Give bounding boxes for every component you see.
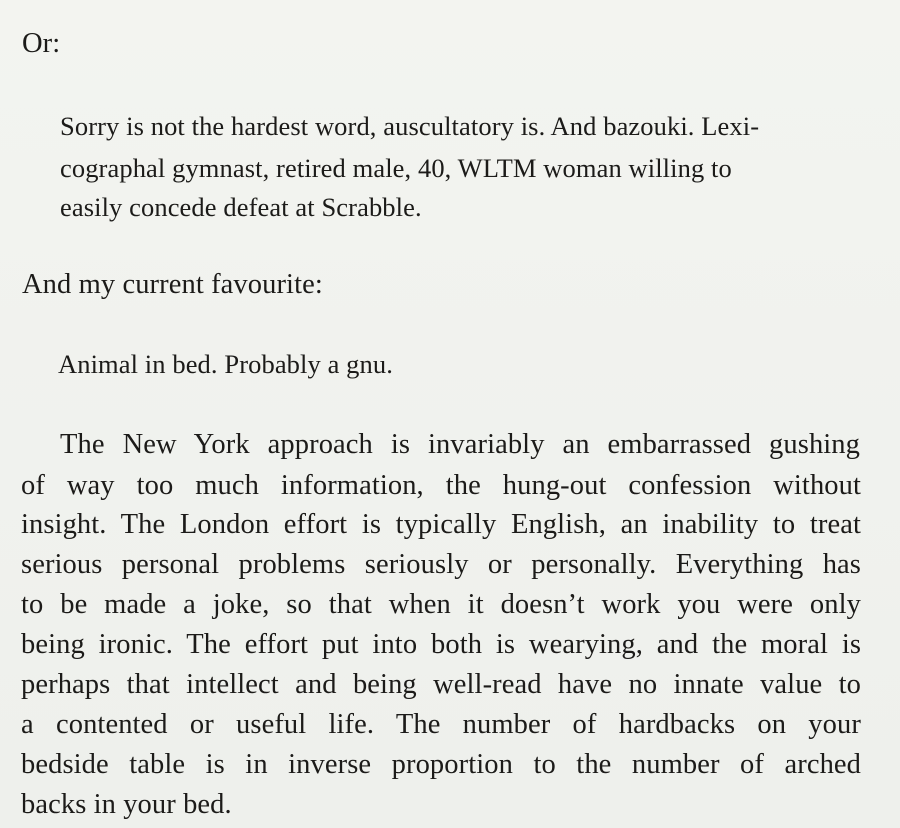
ad-quote-line: Sorry is not the hardest word, auscultatory is. And bazouki. Lexi- <box>60 111 760 141</box>
show-through-texture <box>70 30 890 69</box>
body-line: insight. The London effort is typically English, an inability to treat <box>21 509 861 540</box>
body-line: backs in your bed. <box>21 789 232 820</box>
text-line: And my current favourite: <box>22 269 323 300</box>
body-line: to be made a joke, so that when it doesn’t work you were only <box>21 589 861 620</box>
body-line: bedside table is in inverse proportion to the number of arched <box>21 749 861 780</box>
body-line: perhaps that intellect and being well-read have no innate value to <box>21 669 861 700</box>
ad-quote-line: easily concede defeat at Scrabble. <box>60 192 422 222</box>
body-line: The New York approach is invariably an embarrassed gushing <box>60 429 860 460</box>
text-line: Or: <box>22 28 61 59</box>
body-line: serious personal problems seriously or personally. Everything has <box>21 549 861 580</box>
ad-quote-line: Animal in bed. Probably a gnu. <box>58 349 393 379</box>
ad-quote-line: cographal gymnast, retired male, 40, WLTM woman willing to <box>60 153 732 183</box>
body-line: of way too much information, the hung-out confession without <box>21 470 861 501</box>
body-line: being ironic. The effort put into both is wearying, and the moral is <box>21 629 861 660</box>
body-line: a contented or useful life. The number of hardbacks on your <box>21 709 861 740</box>
